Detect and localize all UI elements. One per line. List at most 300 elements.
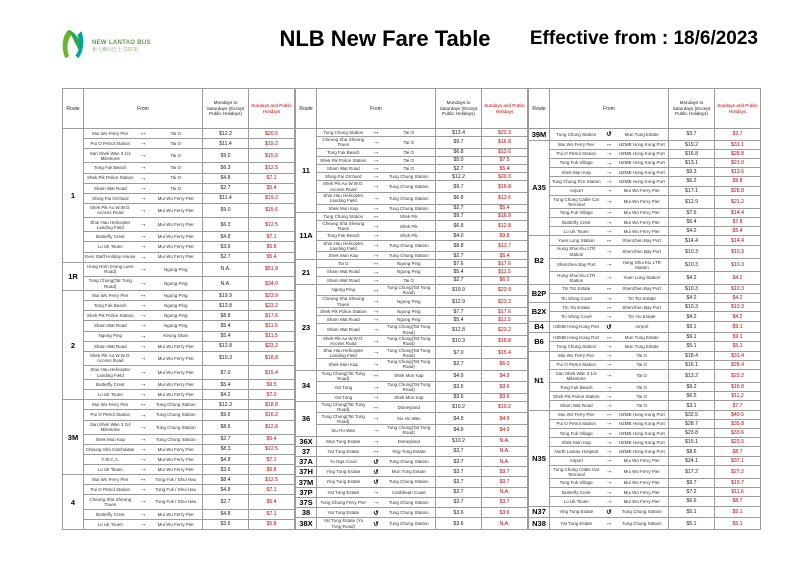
destination-station: Caribbean Coast — [383, 487, 436, 497]
fare-table-block — [62, 88, 295, 530]
loop-arrow-icon: ↺ — [603, 321, 616, 333]
bidirectional-arrow-icon: ↔ — [603, 518, 616, 530]
right-arrow-icon: → — [603, 195, 616, 208]
destination-station: Shek Mun Kap — [383, 393, 436, 401]
destination-station: Mui Wo Ferry Pier — [150, 193, 203, 203]
destination-station: Ying Tung Estate — [383, 446, 436, 456]
bidirectional-arrow-icon: ↔ — [370, 401, 383, 413]
right-arrow-icon: → — [137, 410, 150, 420]
weekday-fare: $4.8 — [203, 232, 249, 242]
fare-row — [63, 485, 295, 495]
holiday-fare: $28.8 — [715, 186, 761, 195]
origin-station: Ying Tung Estate — [550, 506, 603, 518]
fare-row — [63, 321, 295, 331]
route-number: N38 — [529, 518, 550, 530]
fare-row — [63, 455, 295, 465]
origin-station: Tong Fuk Village — [550, 478, 603, 487]
holiday-fare: $20.5 — [249, 129, 295, 139]
destination-station: Tung Chung Station — [383, 457, 436, 467]
weekday-fare: $9.0 — [203, 149, 249, 163]
loop-arrow-icon: ↺ — [370, 467, 383, 477]
right-arrow-icon: → — [603, 168, 616, 177]
fare-row — [63, 410, 295, 420]
weekday-fare: $9.1 — [669, 333, 715, 342]
destination-station: Tai O — [616, 360, 669, 369]
destination-station: Tai O — [383, 276, 436, 284]
holiday-fare: N.A. — [482, 436, 528, 446]
destination-station: Hung Shui Kiu LTR Station — [616, 258, 669, 271]
right-arrow-icon: → — [137, 390, 150, 400]
weekday-fare: $13.4 — [436, 129, 482, 137]
holiday-fare: $12.5 — [249, 163, 295, 173]
fare-row — [63, 291, 295, 301]
fare-row — [296, 358, 528, 370]
fare-row — [296, 436, 528, 446]
fare-row — [296, 467, 528, 477]
holiday-fare: $5.4 — [249, 434, 295, 444]
right-arrow-icon: → — [137, 301, 150, 311]
origin-station: Shek Mun Kap — [84, 434, 137, 444]
fare-row — [529, 360, 761, 369]
destination-station: Ngong Ping — [150, 321, 203, 331]
fare-row — [296, 518, 528, 530]
destination-station: Tai O — [616, 392, 669, 401]
bidirectional-arrow-icon: ↔ — [370, 284, 383, 296]
origin-station: Lo Uk Tsuen — [550, 497, 603, 506]
origin-station: Tung Chung Station — [550, 342, 603, 351]
origin-station: Cheung Sha Sheung Tsuen — [317, 220, 370, 232]
right-arrow-icon: → — [370, 497, 383, 507]
origin-station: Sham Wat Road — [317, 324, 370, 336]
holiday-fare: $18.8 — [249, 400, 295, 410]
right-arrow-icon: → — [603, 351, 616, 360]
fare-row — [529, 186, 761, 195]
origin-station: Tung Chung(Tat Tung Road) — [317, 370, 370, 382]
weekday-fare: $2.7 — [436, 358, 482, 370]
holiday-fare: $7.7 — [715, 401, 761, 410]
right-arrow-icon: → — [137, 232, 150, 242]
destination-station: Tung Chung Station — [383, 497, 436, 507]
destination-station: Mun Tung Estate — [616, 333, 669, 342]
holiday-fare: $11.5 — [482, 316, 528, 324]
origin-station: Lo Uk Tsuen — [84, 465, 137, 475]
holiday-fare: $14.4 — [715, 208, 761, 217]
route-number: 1R — [63, 262, 84, 291]
destination-station: Tai O — [383, 137, 436, 149]
right-arrow-icon: → — [370, 165, 383, 173]
route-number: N35 — [529, 410, 550, 506]
right-arrow-icon: → — [603, 438, 616, 447]
fare-row — [529, 195, 761, 208]
right-arrow-icon: → — [370, 192, 383, 204]
destination-station: Mun Tung Estate — [616, 342, 669, 351]
fare-row — [63, 193, 295, 203]
destination-station: Mui Wo Ferry Pier — [150, 341, 203, 351]
weekday-fare: $11.4 — [203, 193, 249, 203]
right-arrow-icon: → — [137, 173, 150, 183]
fare-row — [296, 276, 528, 284]
destination-station: Tung Chung(Tat Tung Road) — [383, 347, 436, 359]
right-arrow-icon: → — [603, 271, 616, 284]
origin-station: Shek Mun Kap — [317, 358, 370, 370]
origin-station: Ying Tung Estate — [317, 467, 370, 477]
origin-station: Sham Wat Road — [84, 341, 137, 351]
weekday-fare: $5.4 — [203, 321, 249, 331]
destination-station: Keung Shan — [150, 331, 203, 341]
column-header-from: From — [84, 89, 203, 129]
destination-station: Mui Wo Ferry Pier — [616, 186, 669, 195]
fare-row — [63, 351, 295, 365]
weekday-fare: $8.6 — [203, 420, 249, 434]
right-arrow-icon: → — [603, 149, 616, 158]
weekday-fare: $4.2 — [669, 227, 715, 236]
destination-station: Shenzhen Bay Port — [616, 284, 669, 293]
fare-row — [529, 284, 761, 293]
fare-row — [63, 129, 295, 139]
route-number: 37 — [296, 446, 317, 456]
weekday-fare: $4.9 — [436, 413, 482, 425]
destination-station: Mui Wo Ferry Pier — [616, 456, 669, 465]
weekday-fare: $19.2 — [669, 140, 715, 149]
route-number: 2 — [63, 291, 84, 400]
fare-row — [529, 447, 761, 456]
right-arrow-icon: → — [370, 173, 383, 181]
fare-row — [63, 509, 295, 519]
weekday-fare: $3.6 — [436, 508, 482, 518]
holiday-fare: $5.8 — [249, 465, 295, 475]
holiday-fare: $22.3 — [482, 129, 528, 137]
fare-row — [63, 163, 295, 173]
holiday-fare: $7.5 — [482, 156, 528, 164]
right-arrow-icon: → — [137, 149, 150, 163]
weekday-fare: $6.8 — [436, 148, 482, 156]
origin-station: Ying Tung Estate — [317, 477, 370, 487]
fare-row — [529, 351, 761, 360]
holiday-fare: $10.2 — [482, 401, 528, 413]
origin-station: HZMB Hong Kong Port — [550, 333, 603, 342]
right-arrow-icon: → — [137, 331, 150, 341]
destination-station: Tung Chung(Tat Tung Road) — [383, 358, 436, 370]
holiday-fare: $5.4 — [249, 495, 295, 509]
holiday-fare: $9.1 — [715, 321, 761, 333]
weekday-fare: $12.2 — [203, 129, 249, 139]
right-arrow-icon: → — [370, 487, 383, 497]
origin-station: Tong Fuk Village — [550, 158, 603, 167]
holiday-fare: $11.5 — [249, 331, 295, 341]
right-arrow-icon: → — [137, 485, 150, 495]
holiday-fare: $31.4 — [715, 351, 761, 360]
right-arrow-icon: → — [137, 252, 150, 262]
bidirectional-arrow-icon: ↔ — [603, 140, 616, 149]
origin-station: San Shek Wan 3 1/4 Milestone — [550, 369, 603, 382]
destination-station: Ngong Ping — [383, 316, 436, 324]
right-arrow-icon: → — [603, 312, 616, 321]
fare-row — [296, 497, 528, 507]
weekday-fare: $9.0 — [203, 203, 249, 217]
destination-station: HZMB Hong Kong Port — [616, 158, 669, 167]
weekday-fare: $10.3 — [669, 245, 715, 258]
right-arrow-icon: → — [137, 242, 150, 252]
origin-station: Ever Staff Holiday House — [84, 252, 137, 262]
weekday-fare: $3.7 — [436, 477, 482, 487]
right-arrow-icon: → — [370, 358, 383, 370]
weekday-fare: $9.7 — [669, 478, 715, 487]
holiday-fare: $5.4 — [482, 252, 528, 260]
right-arrow-icon: → — [137, 444, 150, 454]
holiday-fare: $37.1 — [715, 456, 761, 465]
origin-station: Tong Fuk Beach — [84, 301, 137, 311]
fare-row — [296, 192, 528, 204]
weekday-fare: $4.2 — [669, 312, 715, 321]
fare-row — [63, 495, 295, 509]
weekday-fare: $6.3 — [203, 218, 249, 232]
weekday-fare: $9.7 — [436, 212, 482, 220]
destination-station: Mui Wo Ferry Pier — [616, 465, 669, 478]
right-arrow-icon: → — [603, 429, 616, 438]
logo-company-name: NEW LANTAO BUS — [92, 39, 151, 46]
origin-station: Shek Pik Au W.W.O. Access Road — [317, 335, 370, 347]
column-header-weekday: Mondays to Saturdays (Except Public Holidays) — [436, 89, 482, 129]
fare-row — [296, 181, 528, 193]
route-number: 21 — [296, 260, 317, 284]
destination-station: Ngong Ping — [383, 260, 436, 268]
destination-station: Ngong Ping — [150, 262, 203, 276]
fare-row — [296, 232, 528, 240]
fare-row — [296, 220, 528, 232]
weekday-fare: $3.7 — [436, 457, 482, 467]
holiday-fare: $11.6 — [715, 488, 761, 497]
fare-row — [63, 400, 295, 410]
destination-station: Tai O — [150, 149, 203, 163]
holiday-fare: $33.6 — [715, 429, 761, 438]
fare-row — [296, 446, 528, 456]
fare-row — [529, 369, 761, 382]
fare-row — [296, 382, 528, 394]
holiday-fare: $14.4 — [715, 236, 761, 245]
fare-row — [63, 519, 295, 529]
weekday-fare: $5.4 — [436, 268, 482, 276]
weekday-fare: $9.7 — [436, 137, 482, 149]
destination-station: Tai O — [616, 401, 669, 410]
destination-station: Tung Chung(Tat Tung Road) — [383, 284, 436, 296]
page-title: NLB New Fare Table — [279, 26, 491, 51]
origin-station: Tung Chung Cable Car Terminal — [550, 465, 603, 478]
weekday-fare: $6.3 — [203, 163, 249, 173]
destination-station: Ngong Ping — [150, 291, 203, 301]
origin-station: Hung Shui Kiu LTR Station — [550, 245, 603, 258]
right-arrow-icon: → — [370, 413, 383, 425]
fare-row — [63, 262, 295, 276]
column-header-row — [296, 89, 528, 129]
holiday-fare: $5.4 — [249, 183, 295, 193]
column-header-weekday: Mondays to Saturdays (Except Public Holidays) — [203, 89, 249, 129]
destination-station: Shenzhen Bay Port — [616, 303, 669, 312]
origin-station: Pui O Petrol Station — [550, 419, 603, 428]
right-arrow-icon: → — [603, 218, 616, 227]
weekday-fare: $8.6 — [669, 447, 715, 456]
destination-station: Disneyland — [383, 436, 436, 446]
fare-row — [296, 284, 528, 296]
holiday-fare: N.A. — [482, 446, 528, 456]
origin-station: Y.W.C.A. — [84, 455, 137, 465]
weekday-fare: $8.8 — [436, 240, 482, 252]
holiday-fare: $5.4 — [482, 204, 528, 212]
origin-station: Lo Uk Tsuen — [84, 519, 137, 529]
origin-station: Mui Wo Ferry Pier — [84, 400, 137, 410]
origin-station: Tung Chung Station — [317, 212, 370, 220]
right-arrow-icon: → — [137, 519, 150, 529]
right-arrow-icon: → — [137, 276, 150, 290]
route-number: 11A — [296, 212, 317, 260]
right-arrow-icon: → — [603, 447, 616, 456]
column-header-holiday: Sundays and Public Holidays — [249, 89, 295, 129]
origin-station: Yat Tung Estate (Yu Tung Road) — [317, 518, 370, 530]
weekday-fare: $5.4 — [669, 218, 715, 227]
destination-station: Tai O — [383, 165, 436, 173]
holiday-fare: $11.5 — [482, 268, 528, 276]
column-header-row — [63, 89, 295, 129]
column-header-holiday: Sundays and Public Holidays — [715, 89, 761, 129]
weekday-fare: $3.6 — [436, 518, 482, 530]
right-arrow-icon: → — [370, 436, 383, 446]
right-arrow-icon: → — [603, 478, 616, 487]
holiday-fare: N.A. — [482, 457, 528, 467]
destination-station: Mui Wo Ferry Pier — [616, 497, 669, 506]
holiday-fare: $16.8 — [482, 181, 528, 193]
right-arrow-icon: → — [137, 365, 150, 379]
holiday-fare: $13.7 — [482, 240, 528, 252]
fare-row — [296, 240, 528, 252]
weekday-fare: $10.3 — [669, 284, 715, 293]
logo-company-name-chinese: 新大嶼山巴士 (1973) — [92, 47, 138, 54]
weekday-fare: $4.8 — [203, 455, 249, 465]
fare-row — [296, 477, 528, 487]
fare-row — [529, 168, 761, 177]
fare-table-block — [528, 88, 761, 530]
fare-row — [296, 148, 528, 156]
destination-station: Mui Wo Ferry Pier — [150, 465, 203, 475]
right-arrow-icon: → — [137, 495, 150, 509]
route-number: 37M — [296, 477, 317, 487]
fare-row — [63, 203, 295, 217]
destination-station: Ngong Ping — [383, 307, 436, 315]
origin-station: Tung Chung Cable Car Terminal — [550, 195, 603, 208]
origin-station: Mun Tung Estate — [317, 436, 370, 446]
origin-station: Butterfly Crest — [84, 232, 137, 242]
destination-station: Mui Wo Ferry Pier — [150, 380, 203, 390]
fare-row — [529, 177, 761, 186]
origin-station: Sham Wat Road — [550, 401, 603, 410]
right-arrow-icon: → — [137, 420, 150, 434]
holiday-fare: $23.2 — [482, 324, 528, 336]
column-header-route: Route — [63, 89, 84, 129]
bidirectional-arrow-icon: ↔ — [137, 475, 150, 485]
destination-station: Mui Wo Ferry Pier — [150, 390, 203, 400]
destination-station: Mui Wo Ferry Pier — [150, 351, 203, 365]
right-arrow-icon: → — [370, 324, 383, 336]
origin-station: Shek Pik Au W.W.O. Access Road — [84, 351, 137, 365]
right-arrow-icon: → — [137, 163, 150, 173]
fare-row — [529, 208, 761, 217]
origin-station: Cheung Sha Sheung Tsuen — [317, 296, 370, 308]
right-arrow-icon: → — [603, 392, 616, 401]
destination-station: Tung Chung Station — [150, 434, 203, 444]
right-arrow-icon: → — [370, 307, 383, 315]
weekday-fare: $8.8 — [203, 311, 249, 321]
holiday-fare: $23.2 — [249, 301, 295, 311]
fare-row — [296, 156, 528, 164]
right-arrow-icon: → — [603, 227, 616, 236]
route-number: B2 — [529, 236, 550, 284]
destination-station: Tin Yiu Estate — [616, 312, 669, 321]
weekday-fare: $9.7 — [436, 181, 482, 193]
holiday-fare: $35.8 — [715, 419, 761, 428]
destination-station: Mui Wo Ferry Pier — [150, 232, 203, 242]
destination-station: Tung Chung(Tat Tung Road) — [383, 324, 436, 336]
bidirectional-arrow-icon: ↔ — [603, 303, 616, 312]
destination-station: Mui Wo Ferry Pier — [150, 218, 203, 232]
effective-date: Effective from : 18/6/2023 — [529, 28, 758, 49]
weekday-fare: $7.0 — [436, 347, 482, 359]
route-number: 23 — [296, 284, 317, 370]
loop-arrow-icon: ↺ — [603, 129, 616, 141]
holiday-fare: $23.2 — [715, 369, 761, 382]
fare-row — [529, 258, 761, 271]
right-arrow-icon: → — [603, 401, 616, 410]
weekday-fare: $2.7 — [436, 276, 482, 284]
origin-station: Tong Fuk Beach — [84, 163, 137, 173]
holiday-fare: $16.2 — [249, 410, 295, 420]
right-arrow-icon: → — [603, 177, 616, 186]
holiday-fare: $9.1 — [715, 333, 761, 342]
weekday-fare: $2.7 — [203, 495, 249, 509]
holiday-fare: $28.8 — [715, 149, 761, 158]
weekday-fare: $4.2 — [669, 294, 715, 303]
holiday-fare: $15.4 — [482, 347, 528, 359]
weekday-fare: $5.0 — [436, 156, 482, 164]
destination-station: Mui Wo Ferry Pier — [150, 365, 203, 379]
weekday-fare: $16.1 — [669, 360, 715, 369]
origin-station: Shing Fai Orchard — [317, 173, 370, 181]
origin-station: Shek Pik Police Station — [317, 307, 370, 315]
fare-row — [529, 456, 761, 465]
right-arrow-icon: → — [137, 183, 150, 193]
fare-tables-container — [62, 88, 761, 530]
right-arrow-icon: → — [370, 232, 383, 240]
destination-station: Mui Wo Ferry Pier — [150, 519, 203, 529]
holiday-fare: $4.2 — [715, 312, 761, 321]
destination-station: HZMB Hong Kong Port — [616, 429, 669, 438]
holiday-fare: $21.0 — [715, 158, 761, 167]
destination-station: Ngong Ping — [150, 311, 203, 321]
destination-station: Shek Mun Kap — [383, 370, 436, 382]
destination-station: Yuen Long Station — [616, 271, 669, 284]
loop-arrow-icon: ↺ — [603, 506, 616, 518]
holiday-fare: N.A. — [482, 518, 528, 530]
holiday-fare: $13.6 — [482, 192, 528, 204]
weekday-fare: $2.7 — [436, 252, 482, 260]
holiday-fare: $12.5 — [249, 218, 295, 232]
holiday-fare: $7.1 — [249, 485, 295, 495]
origin-station: Mui Wo Ferry Pier — [84, 475, 137, 485]
right-arrow-icon: → — [603, 186, 616, 195]
origin-station: Mui Wo Ferry Pier — [550, 140, 603, 149]
origin-station: Siu Ho Wan — [317, 425, 370, 437]
origin-station: Shui Hau Helicopter Landing Field — [317, 192, 370, 204]
destination-station: Tong Fuk / Shui Hau — [150, 485, 203, 495]
route-number: 1 — [63, 129, 84, 263]
origin-station: Shenzhen Bay Port — [550, 258, 603, 271]
